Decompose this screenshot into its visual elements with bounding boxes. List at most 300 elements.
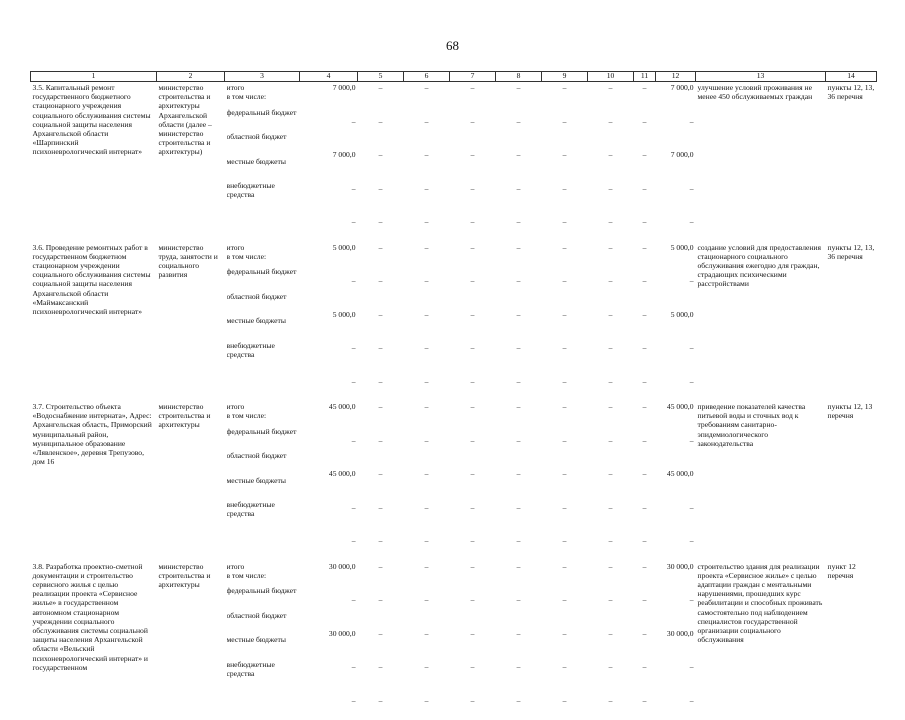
value-cell: 45 000,0: [658, 460, 694, 494]
year-value: [404, 561, 450, 720]
column-header: 12: [656, 72, 696, 82]
value-cell: –: [452, 586, 494, 620]
value-cell: –: [590, 460, 632, 494]
value-cell: 7 000,0: [658, 83, 694, 108]
list-points: пункты 12, 13 перечня: [826, 401, 877, 561]
value-cell: –: [360, 653, 402, 687]
value-cell: –: [498, 562, 540, 587]
value-cell: 30 000,0: [302, 562, 356, 587]
value-cell: 45 000,0: [658, 402, 694, 427]
year-value: [542, 82, 588, 242]
value-cell: –: [302, 108, 356, 142]
value-cell: –: [302, 267, 356, 301]
year-value: [634, 82, 656, 242]
source-label: внебюджетные средства: [227, 500, 298, 518]
value-cell: –: [544, 402, 586, 427]
value-cell: –: [452, 141, 494, 175]
value-cell: –: [498, 494, 540, 528]
source-label: внебюджетные средства: [227, 181, 298, 199]
value-cell: –: [658, 175, 694, 209]
funding-source: [227, 562, 298, 587]
value-cell: –: [658, 494, 694, 528]
value-cell: –: [498, 368, 540, 402]
value-cell: –: [498, 267, 540, 301]
column-header: 11: [634, 72, 656, 82]
funding-source: [227, 243, 298, 268]
value-cell: –: [498, 141, 540, 175]
value-cell: –: [452, 208, 494, 242]
value-cell: –: [636, 586, 654, 620]
value-cell: –: [636, 175, 654, 209]
value-cell: –: [406, 427, 448, 461]
value-cell: –: [406, 208, 448, 242]
year-value: [450, 82, 496, 242]
value-cell: –: [590, 175, 632, 209]
column-header: 7: [450, 72, 496, 82]
funding-sources: [225, 561, 300, 720]
table-row: [31, 401, 877, 561]
source-sublabel: в том числе:: [227, 252, 298, 261]
value-cell: –: [636, 527, 654, 561]
value-cell: –: [636, 460, 654, 494]
source-label: областной бюджет: [227, 132, 298, 141]
value-cell: –: [544, 527, 586, 561]
value-cell: –: [452, 267, 494, 301]
source-label: итого: [227, 83, 298, 92]
value-cell: 5 000,0: [302, 301, 356, 335]
funding-source: [227, 427, 298, 452]
executor: министерство строительства и архитектуры: [157, 401, 225, 561]
value-cell: 5 000,0: [302, 243, 356, 268]
value-cell: –: [544, 83, 586, 108]
executor: министерство строительства и архитектуры: [157, 561, 225, 720]
funding-source: [227, 83, 298, 108]
table-row: [31, 82, 877, 242]
value-cell: –: [302, 653, 356, 687]
value-cell: –: [498, 402, 540, 427]
value-cell: –: [544, 586, 586, 620]
column-header: 8: [496, 72, 542, 82]
source-label: областной бюджет: [227, 611, 298, 620]
value-cell: –: [498, 653, 540, 687]
year-value: [496, 82, 542, 242]
list-points: пункт 12 перечня: [826, 561, 877, 720]
table-row: [31, 561, 877, 720]
funding-source: [227, 108, 298, 133]
source-label: федеральный бюджет: [227, 267, 298, 276]
column-header: 9: [542, 72, 588, 82]
value-cell: 7 000,0: [302, 141, 356, 175]
source-label: областной бюджет: [227, 451, 298, 460]
value-cell: –: [452, 494, 494, 528]
funding-source: [227, 267, 298, 292]
source-label: местные бюджеты: [227, 316, 298, 325]
total-value: [300, 82, 358, 242]
value-cell: –: [544, 301, 586, 335]
value-cell: –: [406, 527, 448, 561]
value-cell: –: [302, 334, 356, 368]
year-value: [542, 242, 588, 402]
value-cell: –: [498, 243, 540, 268]
value-cell: –: [544, 427, 586, 461]
final-year-value: [656, 242, 696, 402]
funding-source: [227, 341, 298, 366]
funding-source: [227, 132, 298, 157]
value-cell: –: [360, 460, 402, 494]
column-header: 10: [588, 72, 634, 82]
value-cell: –: [590, 402, 632, 427]
funding-source: [227, 500, 298, 525]
funding-source: [227, 181, 298, 206]
year-value: [588, 561, 634, 720]
value-cell: –: [360, 620, 402, 654]
value-cell: 7 000,0: [658, 141, 694, 175]
value-cell: –: [360, 208, 402, 242]
value-cell: –: [498, 460, 540, 494]
source-label: внебюджетные средства: [227, 660, 298, 678]
final-year-value: [656, 561, 696, 720]
year-value: [634, 242, 656, 402]
source-label: итого: [227, 562, 298, 571]
value-cell: –: [636, 243, 654, 268]
year-value: [450, 561, 496, 720]
column-header: 6: [404, 72, 450, 82]
value-cell: –: [452, 368, 494, 402]
value-cell: –: [360, 301, 402, 335]
value-cell: –: [498, 687, 540, 720]
value-cell: –: [636, 208, 654, 242]
value-cell: –: [636, 141, 654, 175]
value-cell: –: [590, 494, 632, 528]
executor: министерство труда, занятости и социального развития: [157, 242, 225, 402]
value-cell: –: [590, 243, 632, 268]
value-cell: –: [636, 368, 654, 402]
value-cell: –: [590, 687, 632, 720]
list-points: пункты 12, 13, 36 перечня: [826, 242, 877, 402]
value-cell: –: [498, 83, 540, 108]
value-cell: –: [452, 334, 494, 368]
column-header: 4: [300, 72, 358, 82]
value-cell: –: [636, 620, 654, 654]
source-sublabel: в том числе:: [227, 411, 298, 420]
expected-result: приведение показателей качества питьевой воды и сточных вод к требованиям санитарно-эпидемиологического законодательства: [696, 401, 826, 561]
value-cell: –: [406, 83, 448, 108]
value-cell: –: [590, 334, 632, 368]
value-cell: 45 000,0: [302, 460, 356, 494]
year-value: [404, 401, 450, 561]
value-cell: –: [636, 267, 654, 301]
value-cell: –: [544, 653, 586, 687]
value-cell: –: [406, 562, 448, 587]
value-cell: –: [544, 562, 586, 587]
value-cell: –: [658, 208, 694, 242]
value-cell: –: [590, 527, 632, 561]
value-cell: –: [452, 108, 494, 142]
value-cell: –: [406, 653, 448, 687]
value-cell: –: [544, 208, 586, 242]
value-cell: –: [544, 460, 586, 494]
value-cell: –: [636, 427, 654, 461]
value-cell: –: [636, 301, 654, 335]
column-number-row: [31, 72, 877, 82]
value-cell: –: [590, 208, 632, 242]
activity-name: 3.6. Проведение ремонтных работ в государственном бюджетном стационарном учреждении социального обслуживания системы социальной защиты населения Архангельской области «Маймаксанский психоневрологический интернат»: [31, 242, 157, 402]
value-cell: –: [544, 175, 586, 209]
value-cell: –: [590, 301, 632, 335]
value-cell: –: [302, 494, 356, 528]
value-cell: –: [452, 653, 494, 687]
funding-source: [227, 292, 298, 317]
year-value: [588, 401, 634, 561]
value-cell: –: [452, 562, 494, 587]
value-cell: 45 000,0: [302, 402, 356, 427]
value-cell: –: [590, 267, 632, 301]
value-cell: –: [360, 687, 402, 720]
value-cell: –: [636, 108, 654, 142]
value-cell: –: [658, 108, 694, 142]
value-cell: –: [590, 141, 632, 175]
value-cell: –: [360, 108, 402, 142]
value-cell: –: [302, 208, 356, 242]
value-cell: –: [636, 334, 654, 368]
value-cell: –: [360, 586, 402, 620]
value-cell: –: [406, 460, 448, 494]
funding-sources: [225, 242, 300, 402]
value-cell: 30 000,0: [658, 620, 694, 654]
funding-source: [227, 402, 298, 427]
value-cell: –: [544, 494, 586, 528]
value-cell: –: [544, 620, 586, 654]
value-cell: –: [498, 108, 540, 142]
value-cell: –: [498, 586, 540, 620]
source-sublabel: в том числе:: [227, 92, 298, 101]
value-cell: –: [452, 243, 494, 268]
expected-result: создание условий для предоставления стационарного социального обслуживания ежегодно для граждан, страдающих психическими расстройствами: [696, 242, 826, 402]
value-cell: –: [406, 620, 448, 654]
value-cell: –: [544, 687, 586, 720]
activity-name: 3.8. Разработка проектно-сметной документации и строительство сервисного жилья с целью реализации проекта «Сервисное жилье» в государственном автономном стационарном учреждении социального обслуживания системы социальной защиты населения Архангельской области «Вельский психоневрологический интернат» и государственном: [31, 561, 157, 720]
value-cell: –: [406, 175, 448, 209]
value-cell: –: [636, 402, 654, 427]
value-cell: –: [544, 368, 586, 402]
value-cell: –: [406, 108, 448, 142]
value-cell: –: [498, 620, 540, 654]
value-cell: –: [636, 687, 654, 720]
value-cell: –: [498, 334, 540, 368]
total-value: [300, 401, 358, 561]
column-header: 1: [31, 72, 157, 82]
value-cell: –: [406, 301, 448, 335]
value-cell: –: [636, 562, 654, 587]
value-cell: –: [636, 653, 654, 687]
value-cell: –: [452, 83, 494, 108]
value-cell: –: [360, 494, 402, 528]
value-cell: –: [360, 175, 402, 209]
year-value: [496, 561, 542, 720]
value-cell: –: [302, 427, 356, 461]
value-cell: –: [452, 301, 494, 335]
table-row: [31, 242, 877, 402]
value-cell: –: [658, 586, 694, 620]
value-cell: –: [406, 402, 448, 427]
value-cell: –: [498, 527, 540, 561]
source-label: федеральный бюджет: [227, 108, 298, 117]
value-cell: –: [302, 527, 356, 561]
value-cell: –: [658, 368, 694, 402]
value-cell: –: [360, 427, 402, 461]
year-value: [358, 401, 404, 561]
year-value: [496, 242, 542, 402]
value-cell: –: [544, 267, 586, 301]
value-cell: –: [360, 368, 402, 402]
value-cell: –: [636, 83, 654, 108]
value-cell: –: [360, 243, 402, 268]
value-cell: –: [302, 687, 356, 720]
value-cell: 7 000,0: [302, 83, 356, 108]
value-cell: –: [360, 334, 402, 368]
value-cell: –: [636, 494, 654, 528]
year-value: [634, 401, 656, 561]
value-cell: –: [658, 427, 694, 461]
page-number: 68: [0, 38, 905, 54]
funding-source: [227, 476, 298, 501]
expected-result: улучшение условий проживания не менее 450 обслуживаемых граждан: [696, 82, 826, 242]
year-value: [588, 242, 634, 402]
year-value: [588, 82, 634, 242]
column-header: 14: [826, 72, 877, 82]
value-cell: –: [452, 175, 494, 209]
value-cell: –: [544, 334, 586, 368]
funding-source: [227, 660, 298, 685]
value-cell: –: [360, 83, 402, 108]
value-cell: –: [498, 175, 540, 209]
value-cell: –: [590, 620, 632, 654]
year-value: [450, 401, 496, 561]
total-value: [300, 561, 358, 720]
value-cell: –: [406, 494, 448, 528]
value-cell: –: [452, 402, 494, 427]
source-label: итого: [227, 243, 298, 252]
funding-source: [227, 157, 298, 182]
funding-source: [227, 451, 298, 476]
activity-name: 3.5. Капитальный ремонт государственного бюджетного стационарного учреждения социального обслуживания системы социальной защиты населения Архангельской области «Шарпинский психоневрологический интернат»: [31, 82, 157, 242]
year-value: [404, 242, 450, 402]
column-header: 3: [225, 72, 300, 82]
source-label: местные бюджеты: [227, 635, 298, 644]
source-sublabel: в том числе:: [227, 571, 298, 580]
funding-source: [227, 611, 298, 636]
value-cell: 5 000,0: [658, 301, 694, 335]
year-value: [496, 401, 542, 561]
year-value: [450, 242, 496, 402]
value-cell: –: [544, 108, 586, 142]
source-label: итого: [227, 402, 298, 411]
value-cell: –: [406, 586, 448, 620]
value-cell: –: [590, 108, 632, 142]
executor: министерство строительства и архитектуры Архангельской области (далее – министерство строительства и архитектуры): [157, 82, 225, 242]
value-cell: –: [406, 368, 448, 402]
year-value: [542, 401, 588, 561]
value-cell: –: [302, 368, 356, 402]
value-cell: –: [406, 267, 448, 301]
value-cell: –: [302, 175, 356, 209]
value-cell: 30 000,0: [302, 620, 356, 654]
value-cell: –: [544, 141, 586, 175]
year-value: [358, 561, 404, 720]
value-cell: –: [452, 620, 494, 654]
value-cell: –: [498, 301, 540, 335]
source-label: внебюджетные средства: [227, 341, 298, 359]
activity-name: 3.7. Строительство объекта «Водоснабжение интерната», Адрес: Архангельская область, Приморский муниципальный район, муниципальное образование «Лявленское», деревня Трепузово, дом 16: [31, 401, 157, 561]
value-cell: –: [590, 562, 632, 587]
value-cell: –: [452, 527, 494, 561]
value-cell: –: [406, 243, 448, 268]
value-cell: –: [452, 427, 494, 461]
value-cell: –: [658, 687, 694, 720]
value-cell: –: [498, 208, 540, 242]
value-cell: –: [658, 527, 694, 561]
column-header: 2: [157, 72, 225, 82]
value-cell: –: [452, 460, 494, 494]
value-cell: –: [360, 527, 402, 561]
value-cell: –: [360, 267, 402, 301]
program-activities-table: [30, 71, 877, 720]
value-cell: –: [360, 562, 402, 587]
value-cell: –: [498, 427, 540, 461]
year-value: [358, 242, 404, 402]
list-points: пункты 12, 13, 36 перечня: [826, 82, 877, 242]
funding-sources: [225, 401, 300, 561]
funding-sources: [225, 82, 300, 242]
final-year-value: [656, 401, 696, 561]
source-label: местные бюджеты: [227, 157, 298, 166]
source-label: областной бюджет: [227, 292, 298, 301]
year-value: [358, 82, 404, 242]
value-cell: –: [406, 334, 448, 368]
year-value: [404, 82, 450, 242]
value-cell: 5 000,0: [658, 243, 694, 268]
value-cell: 30 000,0: [658, 562, 694, 587]
value-cell: –: [302, 586, 356, 620]
column-header: 5: [358, 72, 404, 82]
value-cell: –: [590, 653, 632, 687]
value-cell: –: [406, 141, 448, 175]
value-cell: –: [658, 334, 694, 368]
value-cell: –: [590, 83, 632, 108]
year-value: [542, 561, 588, 720]
source-label: федеральный бюджет: [227, 427, 298, 436]
source-label: местные бюджеты: [227, 476, 298, 485]
total-value: [300, 242, 358, 402]
value-cell: –: [406, 687, 448, 720]
value-cell: –: [360, 141, 402, 175]
value-cell: –: [590, 427, 632, 461]
final-year-value: [656, 82, 696, 242]
value-cell: –: [360, 402, 402, 427]
year-value: [634, 561, 656, 720]
funding-source: [227, 316, 298, 341]
funding-source: [227, 586, 298, 611]
value-cell: –: [658, 267, 694, 301]
value-cell: –: [544, 243, 586, 268]
value-cell: –: [590, 368, 632, 402]
funding-source: [227, 635, 298, 660]
expected-result: строительство здания для реализации проекта «Сервисное жилье» с целью адаптации граждан с ментальными нарушениями, прошедших курс реабилитации и способных проживать самостоятельно под наблюдением специалистов государственной организации социального обслуживания: [696, 561, 826, 720]
value-cell: –: [658, 653, 694, 687]
source-label: федеральный бюджет: [227, 586, 298, 595]
value-cell: –: [590, 586, 632, 620]
value-cell: –: [452, 687, 494, 720]
